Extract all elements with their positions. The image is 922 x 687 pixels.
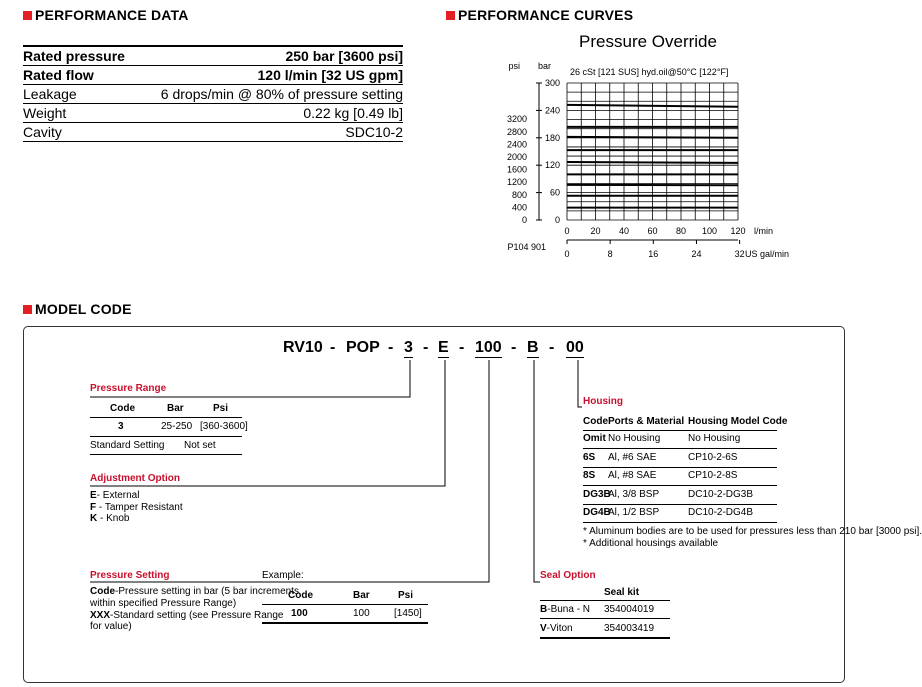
code-separator: - bbox=[330, 339, 336, 356]
psi-tick-label: 0 bbox=[521, 215, 527, 225]
performance-curves-heading: PERFORMANCE CURVES bbox=[446, 7, 633, 23]
psi-tick-label: 2800 bbox=[506, 126, 527, 137]
table-rule bbox=[90, 436, 242, 437]
red-square-icon bbox=[23, 11, 32, 20]
housing-note: * Additional housings available bbox=[583, 538, 719, 549]
code-separator: - bbox=[459, 339, 465, 356]
table-rule bbox=[90, 417, 242, 418]
table-cell: [1450] bbox=[394, 608, 422, 619]
bar-tick-label: 240 bbox=[544, 105, 560, 116]
bar-tick-label: 300 bbox=[544, 78, 560, 88]
table-rule bbox=[262, 604, 428, 605]
code-part-seal: B bbox=[527, 339, 539, 356]
table-row: B-Buna - N bbox=[540, 604, 591, 615]
pressure-setting-title: Pressure Setting bbox=[90, 570, 170, 581]
x-tick-label: 40 bbox=[618, 226, 630, 236]
column-header: Code bbox=[583, 416, 608, 427]
housing-model-cell: CP10-2-6S bbox=[688, 451, 738, 463]
x-unit-lmin-label: l/min bbox=[754, 226, 774, 236]
code-separator: - bbox=[549, 339, 555, 356]
housing-port-cell: Al, 1/2 BSP bbox=[608, 507, 660, 518]
adjustment-option-title: Adjustment Option bbox=[90, 473, 180, 484]
chart-annotation: 26 cSt [121 SUS] hyd.oil@50°C [122°F] bbox=[570, 67, 729, 77]
standard-setting-label: Standard Setting bbox=[90, 440, 165, 451]
housing-model-cell: No Housing bbox=[688, 433, 741, 444]
x-tick-label: 100 bbox=[701, 226, 718, 236]
table-cell: 354004019 bbox=[604, 604, 655, 615]
table-row: Leakage 6 drops/min @ 80% of pressure setting bbox=[23, 86, 403, 102]
x-tick-label: 0 bbox=[564, 226, 570, 236]
model-code-heading: MODEL CODE bbox=[23, 301, 132, 317]
x-tick-label: 120 bbox=[730, 226, 746, 236]
housing-model-cell: CP10-2-8S bbox=[688, 470, 738, 481]
psi-tick-label: 1600 bbox=[506, 164, 527, 175]
housing-model-cell: DC10-2-DG4B bbox=[688, 507, 754, 518]
code-part-housing: 00 bbox=[566, 339, 584, 356]
x-unit-gpm-label: US gal/min bbox=[745, 249, 790, 259]
bar-unit-label: bar bbox=[537, 61, 551, 71]
gpm-tick-label: 24 bbox=[691, 249, 702, 259]
table-rule bbox=[540, 618, 670, 619]
housing-code-cell: DG4B bbox=[583, 507, 611, 518]
housing-port-cell: Al, 3/8 BSP bbox=[608, 488, 660, 500]
example-label: Example: bbox=[262, 570, 304, 581]
housing-note: * Aluminum bodies are to be used for pressures less than 210 bar [3000 psi]. bbox=[583, 526, 922, 537]
code-part-series: RV10 bbox=[283, 339, 323, 356]
table-row: Rated flow 120 l/min [32 US gpm] bbox=[23, 67, 403, 83]
bar-tick-label: 60 bbox=[549, 187, 560, 198]
table-cell: 354003419 bbox=[604, 623, 655, 634]
series-line bbox=[567, 137, 738, 138]
seal-option-title: Seal Option bbox=[540, 570, 596, 581]
performance-data-heading: PERFORMANCE DATA bbox=[23, 7, 189, 23]
table-rule bbox=[540, 637, 670, 639]
housing-title: Housing bbox=[583, 396, 623, 407]
code-part-type: POP bbox=[346, 339, 380, 356]
column-header: Seal kit bbox=[604, 587, 640, 598]
table-rule bbox=[583, 522, 777, 523]
table-row: V-Viton bbox=[540, 623, 573, 634]
code-part-pressure-range: 3 bbox=[404, 339, 413, 356]
code-separator: - bbox=[388, 339, 394, 356]
figure-id-label: P104 901 bbox=[507, 242, 546, 252]
code-separator: - bbox=[511, 339, 517, 356]
table-rule bbox=[583, 448, 777, 449]
series-line bbox=[567, 162, 738, 163]
table-cell: 100 bbox=[291, 608, 308, 619]
table-row: Rated pressure 250 bar [3600 psi] bbox=[23, 48, 403, 64]
red-square-icon bbox=[23, 305, 32, 314]
column-header: Code bbox=[110, 403, 135, 414]
housing-model-cell: DC10-2-DG3B bbox=[688, 488, 754, 500]
psi-unit-label: psi bbox=[508, 61, 520, 71]
standard-setting-value: Not set bbox=[184, 440, 216, 451]
psi-tick-label: 400 bbox=[511, 202, 527, 213]
x-tick-label: 60 bbox=[647, 226, 658, 236]
table-rule bbox=[583, 485, 777, 486]
bar-tick-label: 180 bbox=[544, 132, 560, 143]
pressure-override-chart bbox=[490, 28, 820, 268]
table-rule bbox=[583, 467, 777, 468]
list-item: E- External bbox=[90, 490, 140, 501]
column-header: Housing Model Code bbox=[688, 416, 788, 427]
list-item: F - Tamper Resistant bbox=[90, 502, 183, 513]
table-rule bbox=[90, 454, 242, 455]
series-line bbox=[567, 105, 738, 107]
gpm-tick-label: 16 bbox=[648, 249, 659, 259]
gpm-tick-label: 32 bbox=[734, 249, 745, 259]
column-header: Psi bbox=[398, 590, 414, 601]
housing-port-cell: Al, #6 SAE bbox=[608, 451, 657, 463]
housing-port-cell: Al, #8 SAE bbox=[608, 470, 657, 481]
red-square-icon bbox=[446, 11, 455, 20]
column-header: Bar bbox=[167, 403, 184, 414]
psi-tick-label: 800 bbox=[511, 189, 527, 200]
table-cell: 100 bbox=[353, 608, 370, 619]
x-tick-label: 20 bbox=[590, 226, 601, 236]
code-separator: - bbox=[423, 339, 429, 356]
table-row: Cavity SDC10-2 bbox=[23, 124, 403, 140]
column-header: Bar bbox=[353, 590, 370, 601]
psi-tick-label: 2000 bbox=[506, 152, 527, 163]
table-rule bbox=[583, 430, 777, 431]
table-cell: 25-250 bbox=[161, 421, 193, 432]
column-header: Code bbox=[288, 590, 313, 601]
pressure-range-title: Pressure Range bbox=[90, 383, 167, 394]
housing-code-cell: DG3B bbox=[583, 488, 611, 500]
x-tick-label: 80 bbox=[675, 226, 687, 236]
table-cell: [360-3600] bbox=[200, 421, 248, 432]
housing-port-cell: No Housing bbox=[608, 433, 661, 444]
table-row: Weight 0.22 kg [0.49 lb] bbox=[23, 105, 403, 121]
table-rule bbox=[583, 504, 777, 505]
housing-code-cell: Omit bbox=[583, 433, 606, 444]
psi-tick-label: 3200 bbox=[506, 114, 527, 125]
gpm-tick-label: 0 bbox=[564, 249, 570, 259]
psi-tick-label: 1200 bbox=[506, 177, 527, 188]
code-part-pressure-setting: 100 bbox=[475, 339, 502, 356]
chart-title: Pressure Override bbox=[579, 32, 717, 51]
column-header: Psi bbox=[213, 403, 229, 414]
list-item: K - Knob bbox=[90, 513, 130, 524]
table-rule bbox=[540, 600, 670, 601]
table-rule bbox=[262, 622, 428, 624]
gpm-tick-label: 8 bbox=[607, 249, 613, 259]
bar-tick-label: 120 bbox=[544, 160, 560, 171]
code-part-adjustment: E bbox=[438, 339, 449, 356]
housing-code-cell: 6S bbox=[583, 451, 596, 463]
table-cell: 3 bbox=[118, 421, 124, 432]
column-header: Ports & Material bbox=[608, 416, 685, 427]
bar-tick-label: 0 bbox=[554, 215, 560, 225]
psi-tick-label: 2400 bbox=[506, 139, 527, 150]
housing-code-cell: 8S bbox=[583, 470, 596, 481]
